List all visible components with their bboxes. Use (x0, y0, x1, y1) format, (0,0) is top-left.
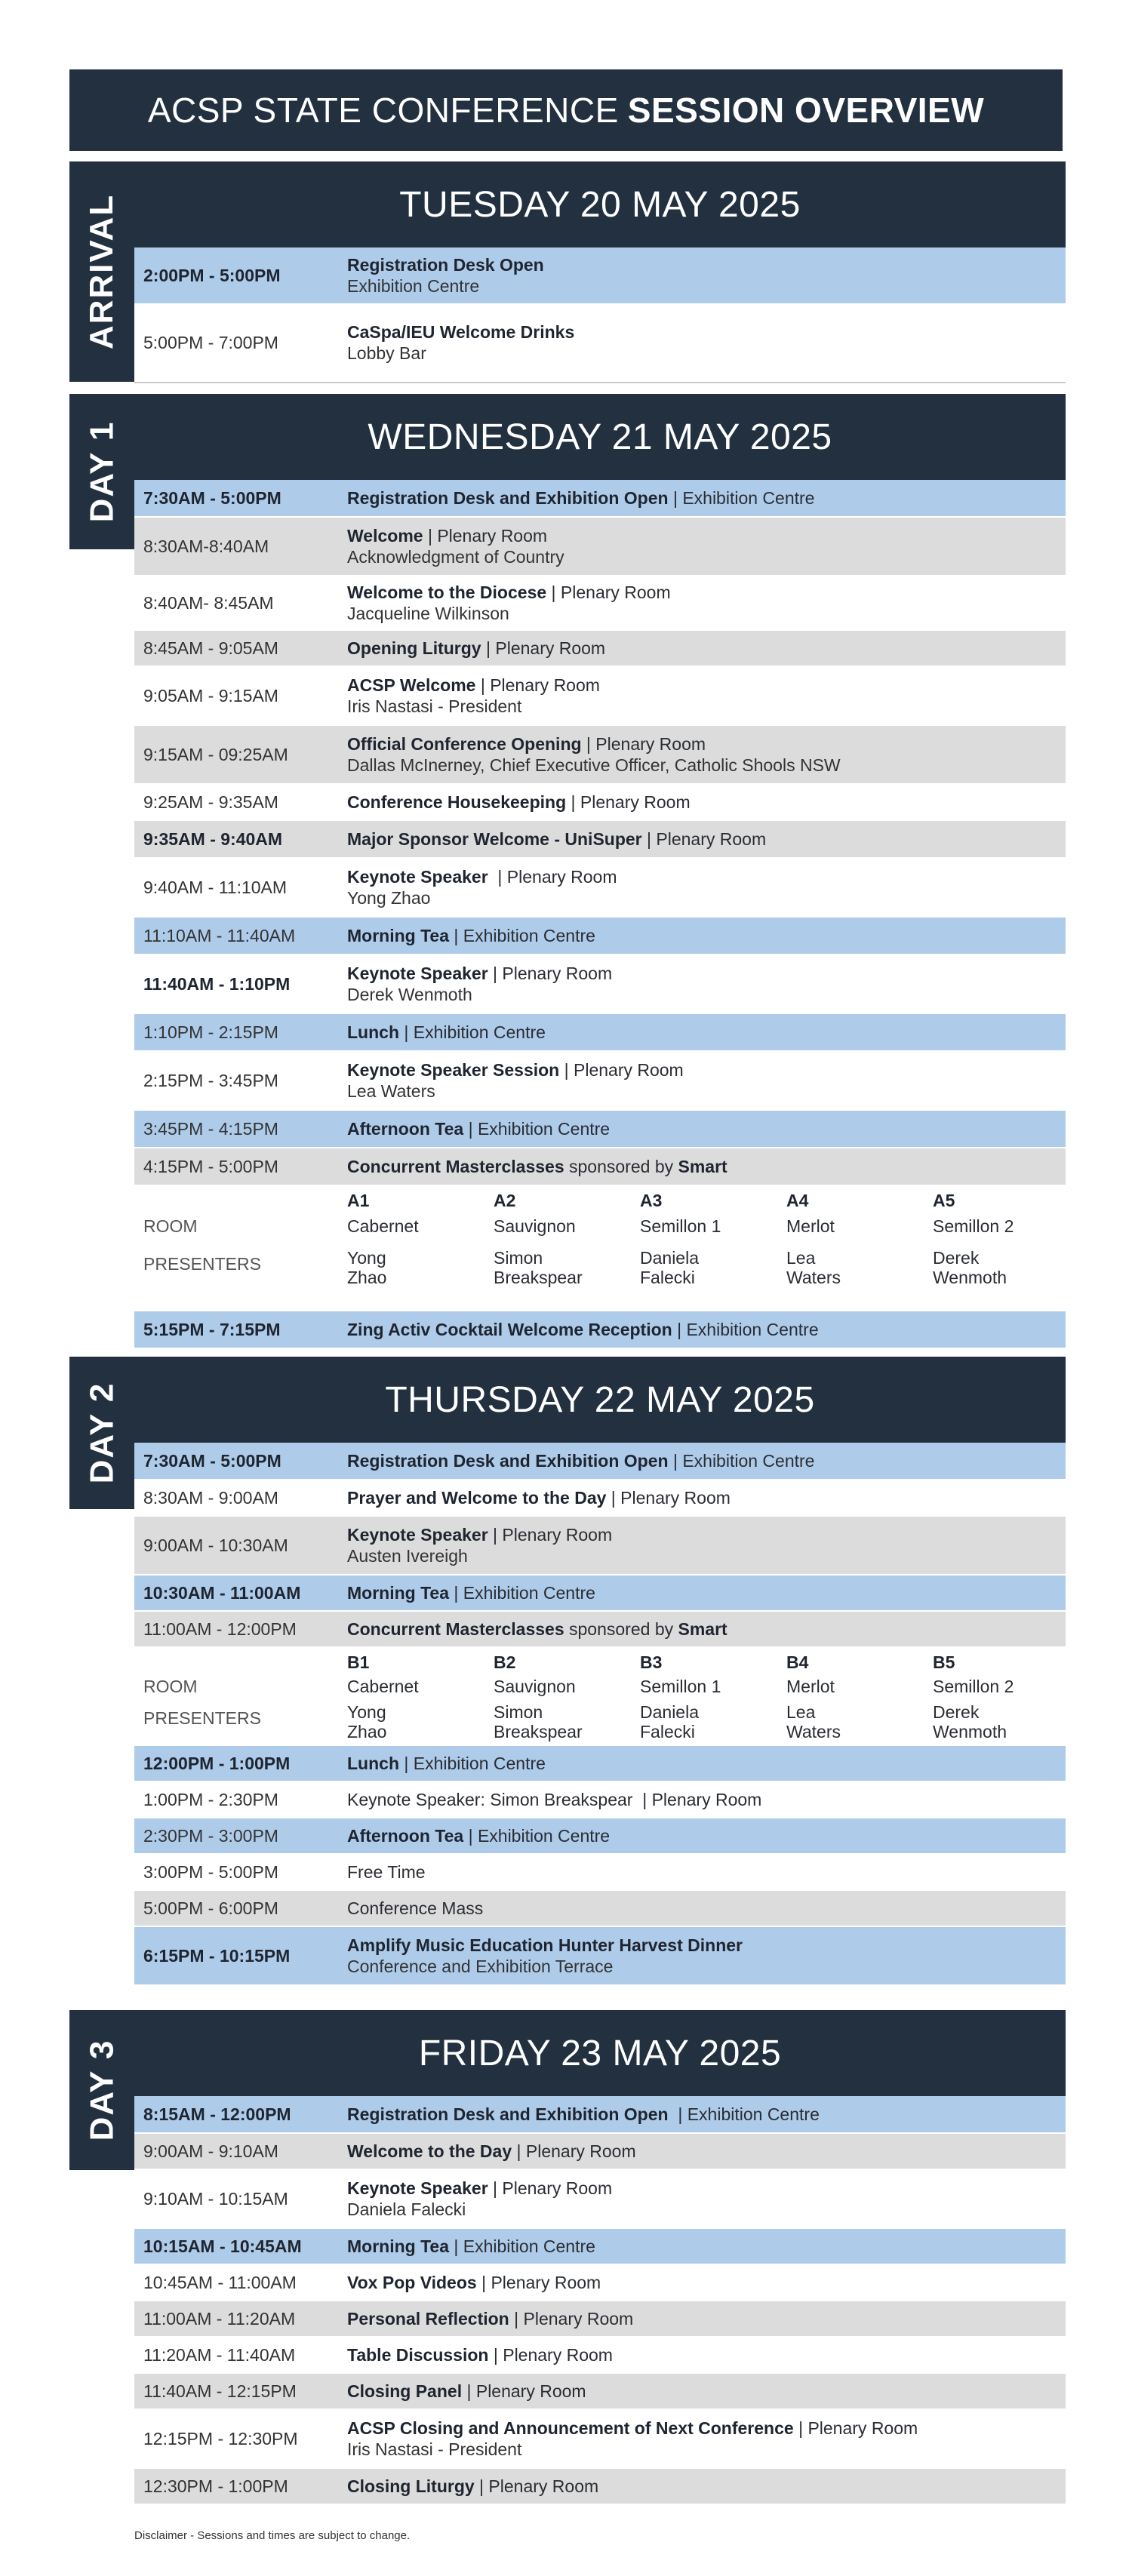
presenter-first-name: Derek (933, 1702, 980, 1722)
masterclass-room: Semillon 1 (640, 1677, 721, 1696)
session-time: 11:40AM - 12:15PM (143, 2381, 297, 2401)
session-details (347, 2141, 1058, 2162)
session-location: Keynote Speaker: Simon Breakspear | Plenary Room (347, 1790, 762, 1809)
session-details (347, 1487, 1058, 1508)
session-subtitle: Derek Wenmoth (347, 985, 472, 1004)
session-time: 2:00PM - 5:00PM (143, 265, 281, 285)
masterclass-code: B1 (347, 1652, 370, 1672)
session-details (347, 2381, 1058, 2402)
session-location: | Plenary Room (488, 964, 613, 983)
session-details (347, 675, 1058, 717)
schedule-row (134, 1052, 1066, 1111)
session-location: | Plenary Room (488, 2178, 613, 2198)
session-title: Registration Desk and Exhibition Open (347, 1451, 669, 1471)
schedule-row (134, 1575, 1066, 1612)
room-label: ROOM (143, 1677, 198, 1696)
schedule-row (134, 2229, 1066, 2265)
session-details (347, 963, 1058, 1005)
masterclass-room: Semillon 2 (933, 1216, 1014, 1236)
schedule-row (134, 785, 1066, 821)
schedule-row (134, 955, 1066, 1014)
session-location: | Plenary Room (581, 734, 706, 754)
session-details (347, 525, 1058, 567)
schedule-row (134, 480, 1066, 518)
session-details (347, 2236, 1058, 2257)
schedule-row (134, 2374, 1066, 2410)
disclaimer: Disclaimer - Sessions and times are subject to change. (134, 2529, 411, 2542)
session-time: 11:40AM - 1:10PM (143, 973, 291, 994)
session-location: | Plenary Room (606, 1488, 731, 1508)
session-title: Registration Desk and Exhibition Open (347, 488, 669, 508)
masterclass-room: Semillon 1 (640, 1216, 721, 1236)
session-time: 9:15AM - 09:25AM (143, 744, 288, 764)
presenter-last-name: Breakspear (494, 1268, 583, 1287)
session-title: CaSpa/IEU Welcome Drinks (347, 322, 575, 342)
day-tab (69, 1357, 134, 1509)
session-time: 5:00PM - 7:00PM (143, 332, 278, 352)
day-tab (69, 161, 134, 382)
session-location: | Plenary Room (793, 2418, 918, 2438)
session-time: 7:30AM - 5:00PM (143, 487, 281, 508)
masterclass-code: A1 (347, 1191, 370, 1210)
session-title: Registration Desk and Exhibition Open (347, 2104, 669, 2124)
schedule-row (134, 1855, 1066, 1891)
schedule-row (134, 1480, 1066, 1517)
session-location: | Exhibition Centre (463, 1826, 611, 1846)
session-location: | Exhibition Centre (399, 1754, 546, 1773)
session-location: | Plenary Room (462, 2381, 586, 2401)
session-time: 11:00AM - 11:20AM (143, 2308, 296, 2329)
session-time: 10:15AM - 10:45AM (143, 2236, 302, 2256)
session-time: 7:30AM - 5:00PM (143, 1450, 281, 1471)
masterclass-code: B2 (494, 1652, 516, 1672)
session-details (347, 792, 1058, 813)
session-location: | Plenary Room (641, 829, 767, 849)
session-title: Morning Tea (347, 2236, 450, 2256)
session-details (347, 2308, 1058, 2329)
day-tab-label: ARRIVAL (83, 193, 121, 350)
session-title: Vox Pop Videos (347, 2273, 477, 2292)
presenter-last-name: Wenmoth (933, 1268, 1007, 1287)
session-details (347, 828, 1058, 850)
session-subtitle: Austen Ivereigh (347, 1546, 468, 1566)
session-details (347, 1022, 1058, 1043)
session-details (347, 487, 1058, 509)
masterclass-room: Semillon 2 (933, 1677, 1014, 1696)
presenter-first-name: Lea (786, 1248, 816, 1268)
masterclass-room: Sauvignon (494, 1216, 576, 1236)
session-time: 6:15PM - 10:15PM (143, 1945, 291, 1966)
session-subtitle: Dallas McInerney, Chief Executive Officer, Catholic Shools NSW (347, 755, 841, 775)
session-details (347, 1825, 1058, 1846)
schedule-table (134, 480, 1066, 1349)
session-title: Morning Tea (347, 926, 450, 945)
session-location: | Plenary Room (475, 675, 600, 695)
masterclass-room: Cabernet (347, 1677, 419, 1696)
session-time: 9:00AM - 9:10AM (143, 2141, 278, 2161)
schedule-row (134, 2410, 1066, 2469)
session-location: | Plenary Room (488, 1525, 613, 1545)
presenter-last-name: Zhao (347, 1722, 387, 1741)
session-title: Lunch (347, 1754, 399, 1773)
masterclass-code: B3 (640, 1652, 663, 1672)
session-subtitle: Lobby Bar (347, 343, 426, 363)
day-tab-label: DAY 1 (83, 420, 121, 523)
session-details (347, 2344, 1058, 2365)
schedule-row (134, 1818, 1066, 1855)
session-title: Table Discussion (347, 2345, 489, 2365)
schedule-row (134, 1443, 1066, 1480)
session-location: | Plenary Room (481, 638, 606, 658)
session-subtitle: Daniela Falecki (347, 2199, 466, 2219)
session-time: 9:35AM - 9:40AM (143, 828, 283, 849)
masterclass-room: Cabernet (347, 1216, 419, 1236)
session-details (347, 1898, 1058, 1919)
session-details (347, 1118, 1058, 1139)
session-time: 12:30PM - 1:00PM (143, 2476, 288, 2496)
session-details (347, 1450, 1058, 1471)
masterclass-code: A2 (494, 1191, 516, 1210)
session-details (347, 2104, 1058, 2125)
presenters-label: PRESENTERS (143, 1708, 261, 1728)
session-title: Major Sponsor Welcome - UniSuper (347, 829, 642, 849)
session-title: Zing Activ Cocktail Welcome Reception (347, 1320, 672, 1339)
schedule-row (134, 667, 1066, 726)
session-time: 1:00PM - 2:30PM (143, 1789, 278, 1809)
session-title: Morning Tea (347, 1583, 450, 1603)
schedule-row (134, 1014, 1066, 1052)
schedule-row (134, 2265, 1066, 2301)
session-title: Closing Panel (347, 2381, 463, 2401)
schedule-row (134, 2096, 1066, 2134)
session-details (347, 733, 1058, 776)
session-location: | Exhibition Centre (449, 1583, 595, 1603)
session-title: Conference Housekeeping (347, 792, 567, 812)
schedule-table (134, 2096, 1066, 2505)
session-subtitle: Conference and Exhibition Terrace (347, 1957, 614, 1976)
session-time: 9:10AM - 10:15AM (143, 2188, 288, 2209)
session-title: Welcome (347, 526, 423, 546)
session-details (347, 638, 1058, 659)
session-subtitle: Exhibition Centre (347, 276, 480, 296)
schedule-row (134, 2301, 1066, 2338)
session-details (347, 1582, 1058, 1603)
schedule-row (134, 1311, 1066, 1349)
schedule-row (134, 1148, 1066, 1186)
session-time: 12:15PM - 12:30PM (143, 2428, 298, 2448)
presenter-last-name: Waters (786, 1722, 841, 1741)
presenter-last-name: Breakspear (494, 1722, 583, 1741)
masterclass-table (134, 1648, 1066, 1746)
session-location: | Exhibition Centre (449, 926, 595, 945)
session-title: Concurrent Masterclasses (347, 1157, 564, 1176)
masterclass-code: A5 (933, 1191, 955, 1210)
session-title: Keynote Speaker (347, 2178, 488, 2198)
schedule-row (134, 1612, 1066, 1648)
session-details (347, 2272, 1058, 2293)
session-title: Personal Reflection (347, 2309, 509, 2329)
session-location: Conference Mass (347, 1898, 484, 1918)
session-location: | Exhibition Centre (668, 2104, 820, 2124)
session-subtitle: Iris Nastasi - President (347, 696, 522, 716)
masterclass-code: B4 (786, 1652, 809, 1672)
session-details (347, 1618, 1058, 1640)
presenter-first-name: Simon (494, 1702, 543, 1722)
masterclass-room: Merlot (786, 1677, 835, 1696)
session-location: | Plenary Room (423, 526, 548, 546)
session-subtitle: Lea Waters (347, 1081, 435, 1101)
day-date-header: TUESDAY 20 MAY 2025 (134, 161, 1066, 247)
session-title: Amplify Music Education Hunter Harvest Dinner (347, 1935, 743, 1955)
session-time: 8:45AM - 9:05AM (143, 638, 278, 658)
schedule-row (134, 2338, 1066, 2374)
session-subtitle: Yong Zhao (347, 888, 431, 908)
presenter-last-name: Zhao (347, 1268, 387, 1287)
day-tab (69, 394, 134, 549)
session-location: sponsored by (564, 1157, 678, 1176)
session-title: Official Conference Opening (347, 734, 582, 754)
schedule-table (134, 1443, 1066, 1986)
presenter-last-name: Waters (786, 1268, 841, 1287)
session-time: 5:00PM - 6:00PM (143, 1898, 278, 1918)
session-title: Lunch (347, 1022, 399, 1042)
session-details (347, 1935, 1058, 1977)
schedule-row (134, 2134, 1066, 2170)
session-title: Opening Liturgy (347, 638, 481, 658)
session-time: 11:00AM - 12:00PM (143, 1618, 297, 1639)
session-details (347, 1524, 1058, 1566)
session-location: | Exhibition Centre (668, 488, 815, 508)
session-title: Keynote Speaker (347, 1525, 488, 1545)
session-location: | Exhibition Centre (399, 1022, 546, 1042)
schedule-row (134, 518, 1066, 576)
session-time: 8:15AM - 12:00PM (143, 2104, 291, 2124)
session-title: ACSP Welcome (347, 675, 476, 695)
session-location: | Exhibition Centre (672, 1320, 819, 1339)
presenter-first-name: Derek (933, 1248, 980, 1268)
sponsor-name: Smart (678, 1619, 727, 1639)
schedule-row (134, 2170, 1066, 2229)
session-subtitle: Jacqueline Wilkinson (347, 604, 509, 623)
session-details (347, 2418, 1058, 2460)
session-time: 10:30AM - 11:00AM (143, 1582, 301, 1603)
session-details (347, 2476, 1058, 2497)
session-location: | Plenary Room (559, 1060, 684, 1080)
schedule-row (134, 1782, 1066, 1818)
session-time: 10:45AM - 11:00AM (143, 2272, 297, 2292)
schedule-row (134, 821, 1066, 859)
presenter-first-name: Yong (347, 1702, 386, 1722)
session-details (347, 866, 1058, 908)
presenter-first-name: Yong (347, 1248, 386, 1268)
session-title: Welcome to the Diocese (347, 583, 547, 602)
session-time: 5:15PM - 7:15PM (143, 1319, 281, 1339)
page-title-bold: SESSION OVERVIEW (627, 91, 985, 130)
schedule-row (134, 1927, 1066, 1986)
schedule-row (134, 1891, 1066, 1927)
day-tab-label: DAY 2 (83, 1382, 121, 1484)
session-location: | Plenary Room (488, 867, 617, 887)
session-details (347, 1319, 1058, 1340)
session-title: ACSP Closing and Announcement of Next Conference (347, 2418, 794, 2438)
session-time: 9:40AM - 11:10AM (143, 877, 288, 897)
session-location: | Plenary Room (512, 2141, 636, 2161)
session-time: 8:30AM - 9:00AM (143, 1487, 278, 1508)
session-details (347, 1059, 1058, 1102)
session-time: 4:15PM - 5:00PM (143, 1156, 278, 1176)
masterclass-room: Merlot (786, 1216, 835, 1236)
session-time: 9:25AM - 9:35AM (143, 792, 278, 812)
session-title: Afternoon Tea (347, 1119, 464, 1139)
session-time: 11:20AM - 11:40AM (143, 2344, 296, 2365)
page-title-light: ACSP STATE CONFERENCE (147, 91, 619, 130)
session-location: | Plenary Room (488, 2345, 613, 2365)
day-date-header: WEDNESDAY 21 MAY 2025 (134, 394, 1066, 480)
schedule-row (134, 726, 1066, 785)
masterclass-table (134, 1186, 1066, 1311)
session-details (347, 254, 1058, 297)
schedule-row (134, 918, 1066, 955)
session-time: 9:05AM - 9:15AM (143, 685, 278, 705)
schedule-row (134, 576, 1066, 631)
session-details (347, 1789, 1058, 1810)
session-details (347, 1753, 1058, 1774)
session-location: | Exhibition Centre (463, 1119, 611, 1139)
session-time: 12:00PM - 1:00PM (143, 1753, 291, 1773)
session-title: Prayer and Welcome to the Day (347, 1488, 607, 1508)
session-location: | Plenary Room (474, 2476, 599, 2496)
session-location: | Exhibition Centre (449, 2236, 595, 2256)
session-location: | Exhibition Centre (668, 1451, 815, 1471)
session-title: Concurrent Masterclasses (347, 1619, 564, 1639)
session-title: Welcome to the Day (347, 2141, 512, 2161)
masterclass-code: A3 (640, 1191, 663, 1210)
session-title: Keynote Speaker Session (347, 1060, 560, 1080)
session-time: 2:30PM - 3:00PM (143, 1825, 278, 1846)
schedule-row (134, 1746, 1066, 1782)
presenter-first-name: Daniela (640, 1702, 699, 1722)
session-time: 2:15PM - 3:45PM (143, 1070, 278, 1090)
session-time: 8:40AM- 8:45AM (143, 592, 274, 613)
presenter-first-name: Lea (786, 1702, 816, 1722)
session-details (347, 1156, 1058, 1177)
session-time: 1:10PM - 2:15PM (143, 1022, 278, 1042)
session-details (347, 925, 1058, 946)
presenter-last-name: Falecki (640, 1268, 695, 1287)
section-divider (134, 382, 1066, 383)
session-details (347, 1861, 1058, 1883)
session-time: 8:30AM-8:40AM (143, 536, 269, 556)
day-tab-label: DAY 3 (83, 2039, 121, 2141)
session-time: 3:45PM - 4:15PM (143, 1118, 278, 1139)
session-title: Afternoon Tea (347, 1826, 464, 1846)
session-location: | Plenary Room (566, 792, 691, 812)
session-subtitle: Iris Nastasi - President (347, 2439, 522, 2459)
schedule-row (134, 247, 1066, 305)
session-time: 3:00PM - 5:00PM (143, 1861, 278, 1882)
session-details (347, 321, 1058, 364)
day-date-header: FRIDAY 23 MAY 2025 (134, 2010, 1066, 2096)
schedule-row (134, 1111, 1066, 1148)
session-time: 9:00AM - 10:30AM (143, 1535, 288, 1555)
session-location: | Plenary Room (546, 583, 671, 602)
schedule-row (134, 2469, 1066, 2505)
day-date-header: THURSDAY 22 MAY 2025 (134, 1357, 1066, 1443)
masterclass-code: B5 (933, 1652, 955, 1672)
masterclass-room: Sauvignon (494, 1677, 576, 1696)
session-subtitle: Acknowledgment of Country (347, 547, 564, 567)
session-location: Free Time (347, 1862, 426, 1882)
presenter-first-name: Daniela (640, 1248, 699, 1268)
schedule-row (134, 631, 1066, 667)
schedule-row (134, 859, 1066, 918)
session-title: Keynote Speaker (347, 964, 488, 983)
schedule-row (134, 1517, 1066, 1575)
presenter-last-name: Falecki (640, 1722, 695, 1741)
session-title: Closing Liturgy (347, 2476, 475, 2496)
session-time: 11:10AM - 11:40AM (143, 925, 296, 945)
schedule-row (134, 305, 1066, 382)
session-location: | Plenary Room (509, 2309, 634, 2329)
sponsor-name: Smart (678, 1157, 727, 1176)
day-tab (69, 2010, 134, 2170)
session-location: sponsored by (564, 1619, 678, 1639)
session-title: Registration Desk Open (347, 255, 544, 275)
presenters-label: PRESENTERS (143, 1254, 261, 1274)
presenter-first-name: Simon (494, 1248, 543, 1268)
page-title (69, 69, 1063, 151)
presenter-last-name: Wenmoth (933, 1722, 1007, 1741)
schedule-table (134, 247, 1066, 382)
session-title: Keynote Speaker (347, 867, 488, 887)
masterclass-code: A4 (786, 1191, 809, 1210)
room-label: ROOM (143, 1216, 198, 1236)
session-location: | Plenary Room (476, 2273, 601, 2292)
session-details (347, 2178, 1058, 2220)
session-details (347, 582, 1058, 624)
